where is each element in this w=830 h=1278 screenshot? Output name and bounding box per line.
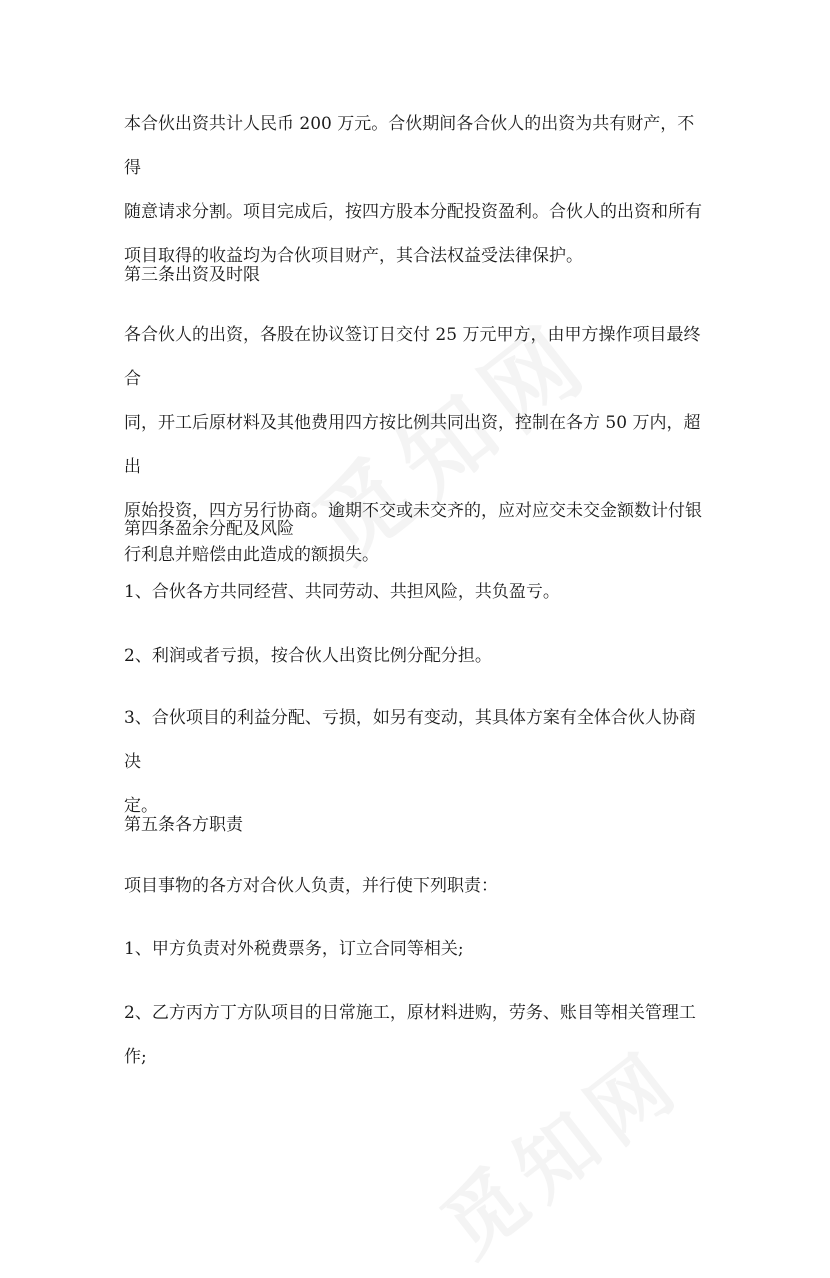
paragraph-duties-intro: 项目事物的各方对合伙人负责，并行使下列职责： <box>124 876 498 896</box>
list-item-5-2 <box>124 991 704 1079</box>
heading-article-5: 第五条各方职责 <box>124 815 243 835</box>
paragraph-capital <box>124 102 704 278</box>
list-item-5-1: 1、甲方负责对外税费票务，订立合同等相关; <box>124 939 464 959</box>
text-line: 行利息并赔偿由此造成的额损失。 <box>124 545 379 565</box>
heading-article-4: 第四条盈余分配及风险 <box>124 519 294 539</box>
text-line: 项目取得的收益均为合伙项目财产，其合法权益受法律保护。 <box>124 246 583 266</box>
list-item-4-2: 2、利润或者亏损，按合伙人出资比例分配分担。 <box>124 646 492 666</box>
text-line: 同，开工后原材料及其他费用四方按比例共同出资，控制在各方 50 万内，超出 <box>124 413 701 477</box>
text-line: 3、合伙项目的利益分配、亏损，如另有变动，其具体方案有全体合伙人协商决 <box>124 708 696 772</box>
text-line: 本合伙出资共计人民币 200 万元。合伙期间各合伙人的出资为共有财产，不得 <box>124 114 695 178</box>
text-line: 定。 <box>124 796 158 816</box>
text-line: 各合伙人的出资，各股在协议签订日交付 25 万元甲方，由甲方操作项目最终合 <box>124 325 701 389</box>
text-line: 原始投资，四方另行协商。逾期不交或未交齐的，应对应交未交金额数计付银 <box>124 501 702 521</box>
text-line: 随意请求分割。项目完成后，按四方股本分配投资盈利。合伙人的出资和所有 <box>124 202 702 222</box>
text-line: 2、乙方丙方丁方队项目的日常施工，原材料进购，劳务、账目等相关管理工 <box>124 1003 696 1023</box>
list-item-4-1: 1、合伙各方共同经营、共同劳动、共担风险，共负盈亏。 <box>124 582 560 602</box>
heading-article-3: 第三条出资及时限 <box>124 265 260 285</box>
text-line: 作; <box>124 1047 147 1067</box>
